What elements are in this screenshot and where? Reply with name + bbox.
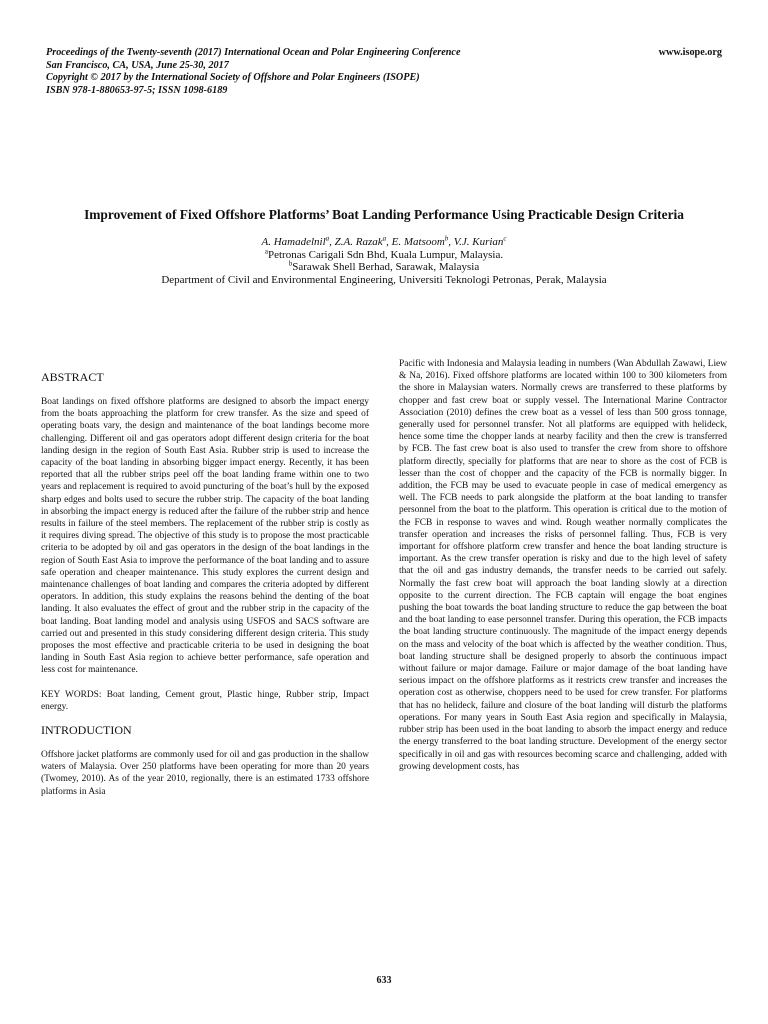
- page-number: 633: [376, 975, 392, 986]
- abstract-heading: ABSTRACT: [41, 370, 104, 384]
- abstract-text: Boat landings on fixed offshore platforms are designed to absorb the impact energy from the boats approaching the platform for crew transfer. As the size and speed of operating boats vary, the design and maintenance of the boat landings become more challenging. Different oil and gas operators adopt different design criteria for the boat landing design in the region of South East Asia. Rubber strip is used to increase the capacity of the boat landing in absorbing bigger impact energy. Recently, it has been reported that all the rubber strips peel off the boat landing frame within one to two years and replacement is required to avoid puncturing of the boat’s hull by the exposed sharp edges and bolts used to secure the rubber strip. The capacity of the boat landing in absorbing the impact energy is reduced after the failure of the rubber strip and hence results in failure of the steel members. The replacement of the rubber strip is costly as it requires diving spread. The objective of this study is to propose the most practicable criteria to be adopted by oil and gas operators in the design of the boat landings in the region of South East Asia to improve the performance of the boat landing and to assure safe operation and cheaper maintenance. This study explores the current design and maintenance challenges of boat landing and compares the criteria adopted by different operators. In addition, this study explains the reasons behind the denting of the boat landing. It also evaluates the effect of grout and the rubber strip in the capacity of the boat landing. Boat landing model and analysis using USFOS and SACS software are carried out and presented in this study considering different design criteria. This study proposes the most effective and practicable criteria to be used in designing the boat landing in South East Asia region to achieve better performance, safe operation and less cost for maintenance.: [41, 397, 369, 676]
- introduction-text-right: Pacific with Indonesia and Malaysia leading in numbers (Wan Abdullah Zawawi, Liew & Na, 2016). Fixed offshore platforms are located within 100 to 300 kilometers from the shore in Malaysian waters. Normally crews are transferred to these platforms by chopper and fast crew boat or supply vessel. The International Marine Contractor Association (2010) defines the crew boat as a vessel of less than 500 gross tonnage, generally used for personnel transfer. Not all platforms are equipped with helideck, hence some time the chopper lands at nearby facility and then the crew is transferred by FCB. The fast crew boat is also used to transfer the crew from shore to offshore platform directly, specially for platforms that are near to shore as the cost of FCB is lesser than the cost of chopper and the capacity of the FCB is normally bigger. In addition, the FCB may be used to evacuate people in case of medical emergency as well. The FCB needs to park alongside the platform at the boat landing to transfer personnel from the boat to the platform. This operation is critical due to the motion of the FCB in response to waves and wind. Rough weather normally complicates the transfer operation and increases the risks of personnel falling. Thus, FCB is very important for offshore platform crew transfer and hence the boat landing structure is important. As the crew transfer operation is risky and due to the high level of safety that the oil and gas industry demands, the transfer needs to be carried out safely. Normally the fast crew boat will approach the boat landing slowly at a direction opposite to the current direction. The FCB captain will engage the boat engines pushing the boat towards the boat landing structure to reduce the gap between the boat and the boat landing to ease personnel transfer. During this operation, the FCB impacts the boat landing structure continuously. The magnitude of the impact energy depends on the mass and velocity of the boat which is affected by the weather condition. Thus, boat landing structure shall be designed properly to absorb the continuous impact without failure or major damage. Failure or major damage of the boat landing have serious impact on the offshore platforms as it restricts crew transfer and increases the operation cost as otherwise, choppers need to be used for crew transfer. For platforms that has no helideck, failure and closure of the boat landing will disturb the platforms operations. For many years in South East Asia region and specifically in Malaysia, rubber strip has been used in the boat landing to absorb the impact energy and reduce the energy transferred to the boat landing structure. Development of the energy sector specifically in oil and gas with resources becoming scarce and challenging, added with growing development costs, has: [399, 359, 727, 772]
- author-affiliation-mark: b: [444, 234, 449, 243]
- keywords: [41, 689, 369, 713]
- keywords-label: KEY WORDS:: [41, 689, 102, 700]
- author-separator: ,: [448, 236, 454, 248]
- author-name: V.J. Kurian: [453, 236, 504, 248]
- header-line: Copyright © 2017 by the International Society of Offshore and Polar Engineers (ISOPE): [46, 72, 420, 84]
- author-names: [20, 236, 748, 249]
- website-url: www.isope.org: [658, 47, 722, 58]
- author-affiliation-mark: c: [503, 234, 507, 243]
- author-name: Z.A. Razak: [334, 236, 383, 248]
- left-column: [41, 358, 369, 798]
- header-line: ISBN 978-1-880653-97-5; ISSN 1098-6189: [46, 84, 228, 96]
- author-block: [20, 236, 748, 286]
- header-line: Proceedings of the Twenty-seventh (2017) International Ocean and Polar Engineering Conference: [46, 47, 461, 58]
- author-name: A. Hamadelnil: [261, 236, 326, 248]
- header-line: San Francisco, CA, USA, June 25-30, 2017: [46, 59, 229, 71]
- author-name: E. Matsoom: [391, 236, 445, 248]
- right-column: [399, 358, 727, 773]
- author-affiliation-mark: a: [325, 234, 330, 243]
- affiliation-b: [20, 261, 748, 274]
- affiliation-c: Department of Civil and Environmental Engineering, Universiti Teknologi Petronas, Perak, Malaysia: [161, 273, 607, 286]
- introduction-heading: INTRODUCTION: [41, 723, 132, 738]
- author-separator: ,: [386, 236, 392, 248]
- keywords-text: Boat landing, Cement grout, Plastic hinge, Rubber strip, Impact energy.: [41, 689, 369, 712]
- affiliation-mark: a: [264, 246, 268, 255]
- paper-title: Improvement of Fixed Offshore Platforms’ Boat Landing Performance Using Practicable Design Criteria: [84, 207, 684, 222]
- proceedings-header: [46, 47, 606, 97]
- author-affiliation-mark: a: [382, 234, 387, 243]
- author-separator: ,: [329, 236, 335, 248]
- affiliation-a: [20, 246, 748, 262]
- introduction-text-left: Offshore jacket platforms are commonly used for oil and gas production in the shallow waters of Malaysia. Over 250 platforms have been operating for more than 20 years (Twomey, 2010). As of the year 2010, regionally, there is an estimated 1733 offshore platforms in Asia: [41, 750, 369, 797]
- affiliation-text: Sarawak Shell Berhad, Sarawak, Malaysia: [292, 261, 480, 273]
- affiliation-text: Petronas Carigali Sdn Bhd, Kuala Lumpur, Malaysia.: [268, 248, 504, 261]
- affiliation-mark: b: [288, 259, 293, 268]
